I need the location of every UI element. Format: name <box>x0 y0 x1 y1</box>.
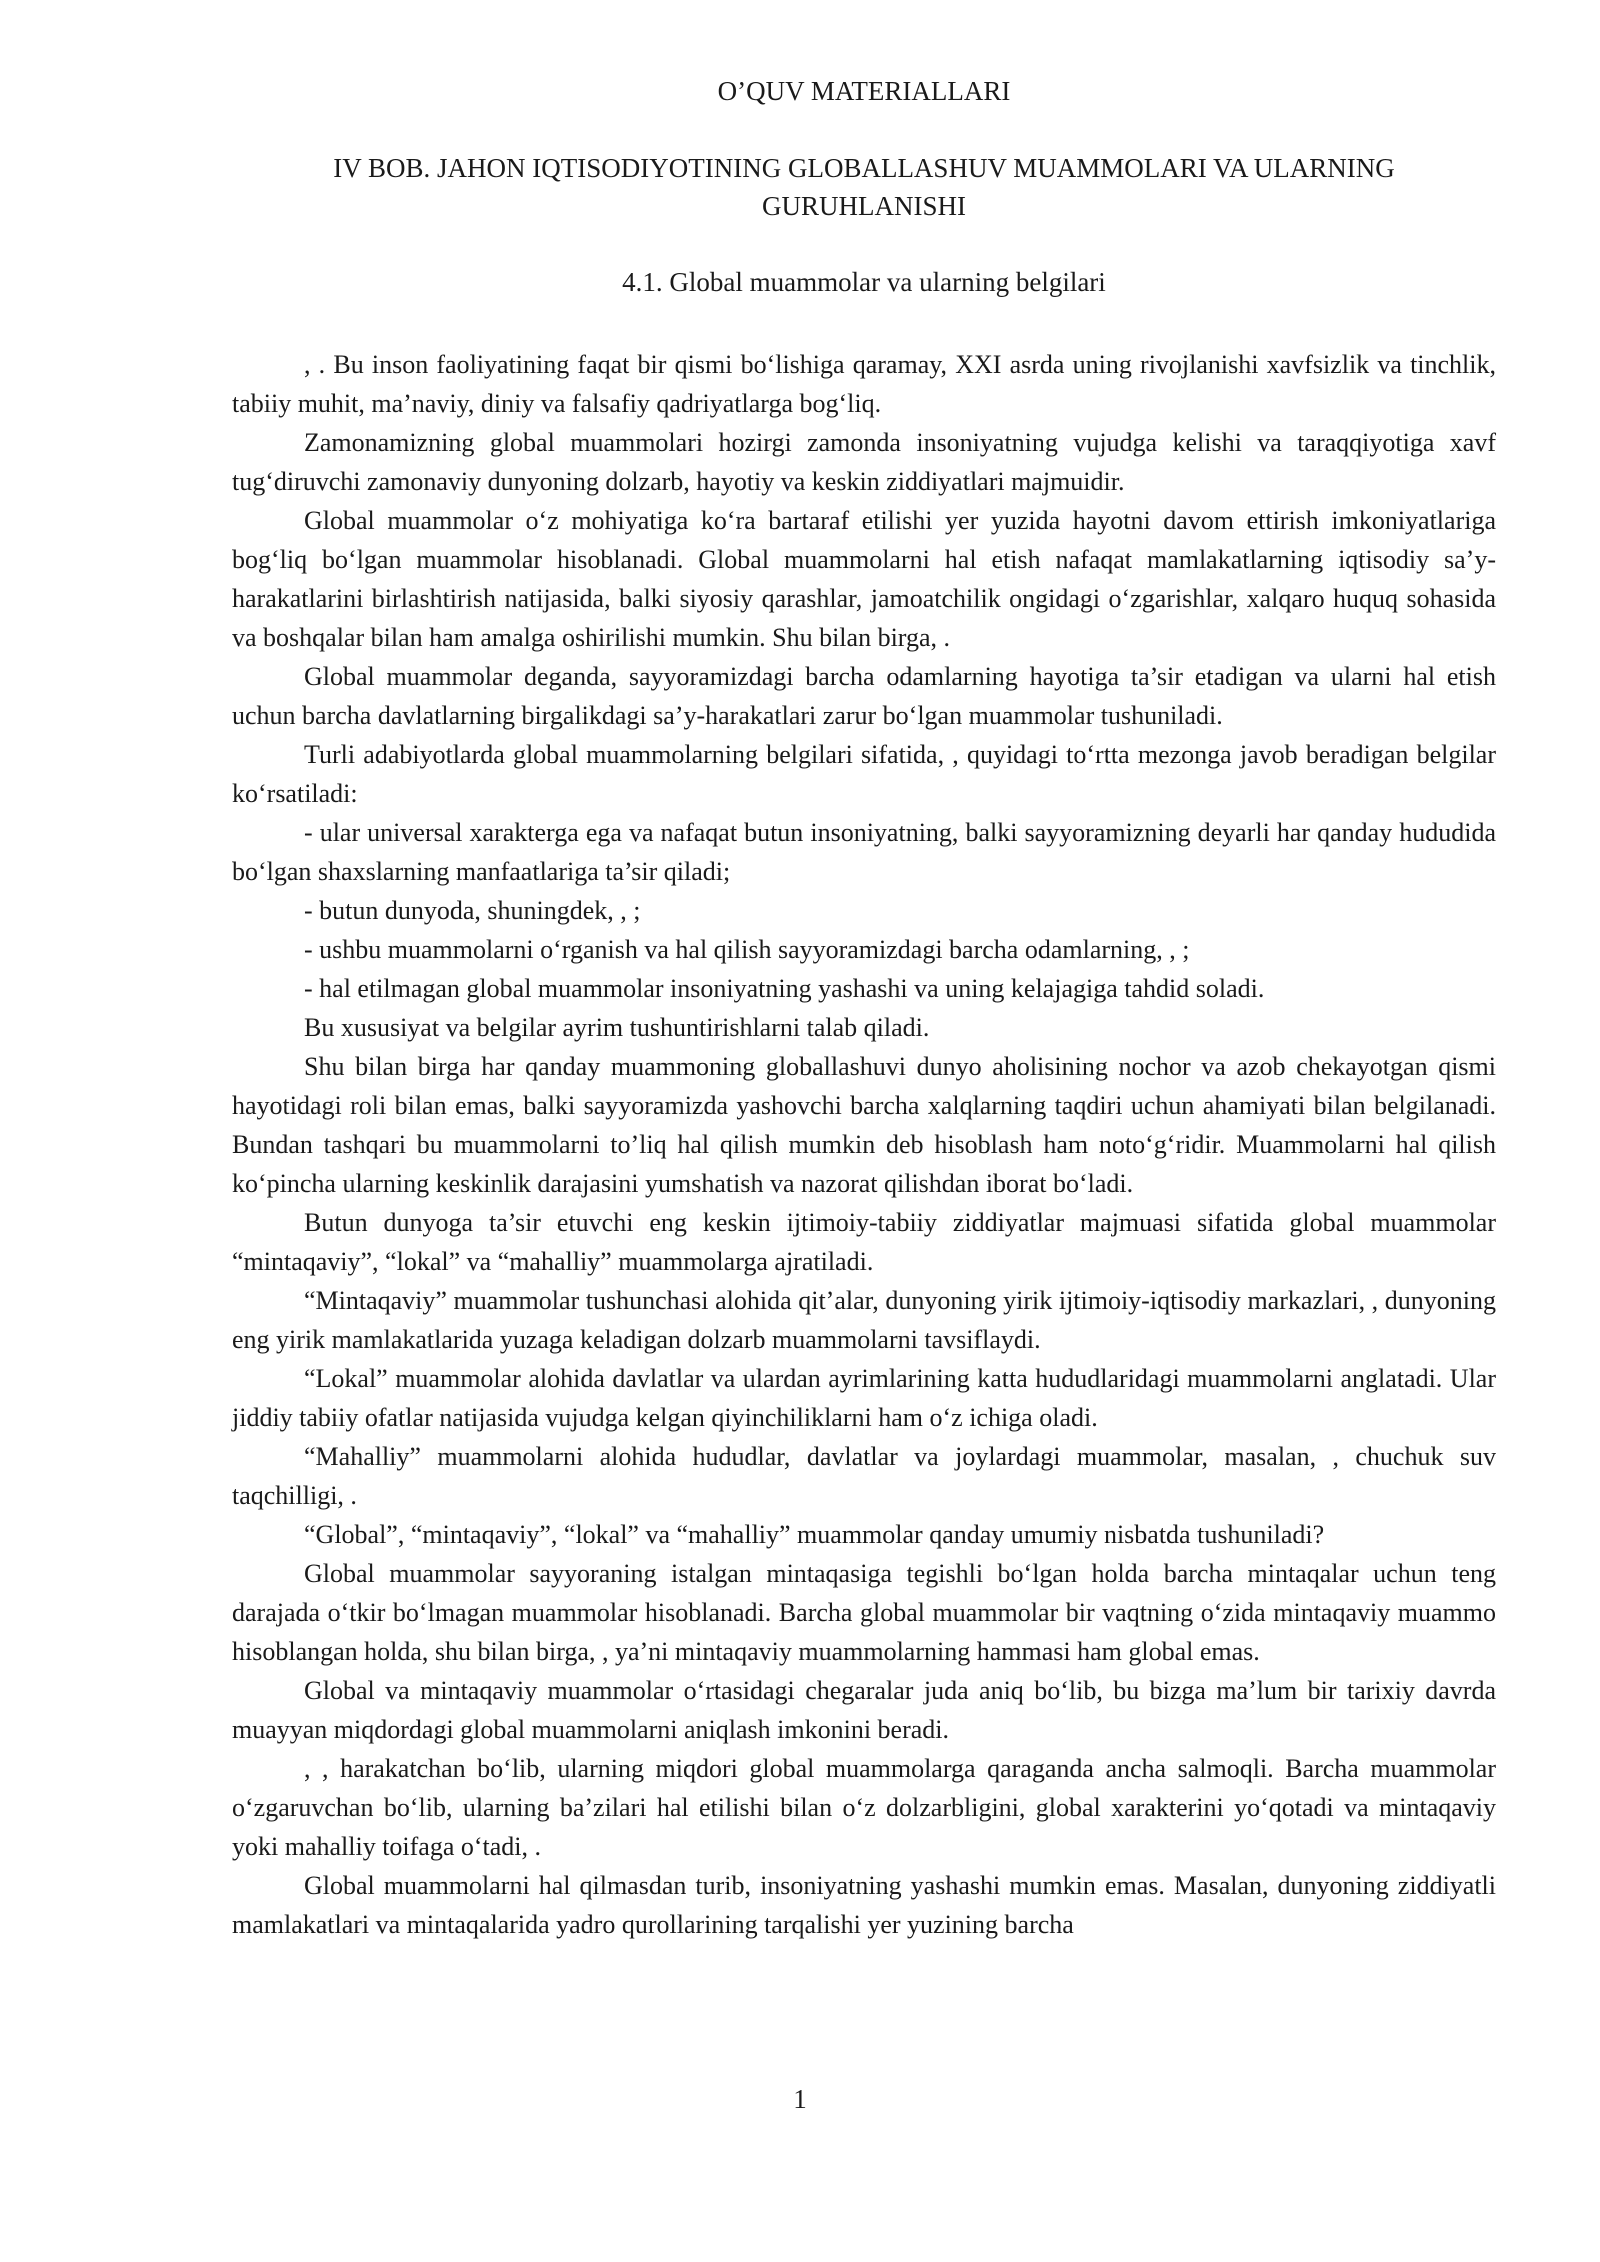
paragraph: “Mintaqaviy” muammolar tushunchasi alohida qit’alar, dunyoning yirik ijtimoiy-iqtisodiy markazlari, , dunyoning eng yirik mamlakatlarida yuzaga keladigan dolzarb muammolarni tavsiflaydi. <box>232 1286 1496 1354</box>
chapter-title: IV BOB. JAHON IQTISODIYOTINING GLOBALLASHUV MUAMMOLARI VA ULARNING GURUHLANISHI <box>333 153 1395 221</box>
list-item: - butun dunyoda, shuningdek, , ; <box>304 896 641 925</box>
list-item: - ular universal xarakterga ega va nafaqat butun insoniyatning, balki sayyoramizning deyarli har qanday hududida bo‘lgan shaxslarning manfaatlariga ta’sir qiladi; <box>232 818 1496 886</box>
paragraph: , . Bu inson faoliyatining faqat bir qismi bo‘lishiga qaramay, XXI asrda uning rivojlanishi xavfsizlik va tinchlik, tabiiy muhit, ma’naviy, diniy va falsafiy qadriyatlarga bog‘liq. <box>232 350 1496 418</box>
list-item: - ushbu muammolarni o‘rganish va hal qilish sayyoramizdagi barcha odamlarning, , ; <box>304 935 1190 964</box>
list-item: - hal etilmagan global muammolar insoniyatning yashashi va uning kelajagiga tahdid soladi. <box>304 974 1265 1003</box>
paragraph: Global muammolar deganda, sayyoramizdagi barcha odamlarning hayotiga ta’sir etadigan va ularni hal etish uchun barcha davlatlarning birgalikdagi sa’y-harakatlari zarur bo‘lgan muammolar tushuniladi. <box>232 662 1496 730</box>
document-page <box>232 72 1496 1944</box>
paragraph: Zamonamizning global muammolari hozirgi zamonda insoniyatning vujudga kelishi va taraqqiyotiga xavf tug‘diruvchi zamonaviy dunyoning dolzarb, hayotiy va keskin ziddiyatlari majmuidir. <box>232 428 1496 496</box>
paragraph: Turli adabiyotlarda global muammolarning belgilari sifatida, , quyidagi to‘rtta mezonga javob beradigan belgilar ko‘rsatiladi: <box>232 740 1496 808</box>
paragraph: Shu bilan birga har qanday muammoning globallashuvi dunyo aholisining nochor va azob chekayotgan qismi hayotidagi roli bilan emas, balki sayyoramizda yashovchi barcha xalqlarning taqdiri uchun ahamiyati bilan belgilanadi. Bundan tashqari bu muammolarni to’liq hal qilish mumkin deb hisoblash ham noto‘g‘ridir. Muammolarni hal qilish ko‘pincha ularning keskinlik darajasini yumshatish va nazorat qilishdan iborat bo‘ladi. <box>232 1052 1496 1198</box>
paragraph: Global muammolarni hal qilmasdan turib, insoniyatning yashashi mumkin emas. Masalan, dunyoning ziddiyatli mamlakatlari va mintaqalarida yadro qurollarining tarqalishi yer yuzining barcha <box>232 1871 1496 1939</box>
paragraph: Butun dunyoga ta’sir etuvchi eng keskin ijtimoiy-tabiiy ziddiyatlar majmuasi sifatida global muammolar “mintaqaviy”, “lokal” va “mahalliy” muammolarga ajratiladi. <box>232 1208 1496 1276</box>
paragraph: , , harakatchan bo‘lib, ularning miqdori global muammolarga qaraganda ancha salmoqli. Barcha muammolar o‘zgaruvchan bo‘lib, ularning ba’zilari hal etilishi bilan o‘z dolzarbligini, global xarakterini yo‘qotadi va mintaqaviy yoki mahalliy toifaga o‘tadi, . <box>232 1754 1496 1861</box>
section-title: 4.1. Global muammolar va ularning belgilari <box>622 267 1106 297</box>
paragraph: Bu xususiyat va belgilar ayrim tushuntirishlarni talab qiladi. <box>304 1013 930 1042</box>
body-text <box>232 345 1496 1944</box>
paragraph: “Mahalliy” muammolarni alohida hududlar, davlatlar va joylardagi muammolar, masalan, , chuchuk suv taqchilligi, . <box>232 1442 1496 1510</box>
paragraph: “Global”, “mintaqaviy”, “lokal” va “mahalliy” muammolar qanday umumiy nisbatda tushuniladi? <box>304 1520 1325 1549</box>
paragraph: Global va mintaqaviy muammolar o‘rtasidagi chegaralar juda aniq bo‘lib, bu bizga ma’lum bir tarixiy davrda muayyan miqdordagi global muammolarni aniqlash imkonini beradi. <box>232 1676 1496 1744</box>
document-header: O’QUV MATERIALLARI <box>717 76 1011 106</box>
paragraph: “Lokal” muammolar alohida davlatlar va ulardan ayrimlarining katta hududlaridagi muammolarni anglatadi. Ular jiddiy tabiiy ofatlar natijasida vujudga kelgan qiyinchiliklarni ham o‘z ichiga oladi. <box>232 1364 1496 1432</box>
paragraph: Global muammolar o‘z mohiyatiga ko‘ra bartaraf etilishi yer yuzida hayotni davom ettirish imkoniyatlariga bog‘liq bo‘lgan muammolar hisoblanadi. Global muammolarni hal etish nafaqat mamlakatlarning iqtisodiy sa’y-harakatlarini birlashtirish natijasida, balki siyosiy qarashlar, jamoatchilik ongidagi o‘zgarishlar, xalqaro huquq sohasida va boshqalar bilan ham amalga oshirilishi mumkin. Shu bilan birga, . <box>232 506 1496 652</box>
page-number: 1 <box>793 2084 807 2114</box>
paragraph: Global muammolar sayyoraning istalgan mintaqasiga tegishli bo‘lgan holda barcha mintaqalar uchun teng darajada o‘tkir bo‘lmagan muammolar hisoblanadi. Barcha global muammolar bir vaqtning o‘zida mintaqaviy muammo hisoblangan holda, shu bilan birga, , ya’ni mintaqaviy muammolarning hammasi ham global emas. <box>232 1559 1496 1666</box>
